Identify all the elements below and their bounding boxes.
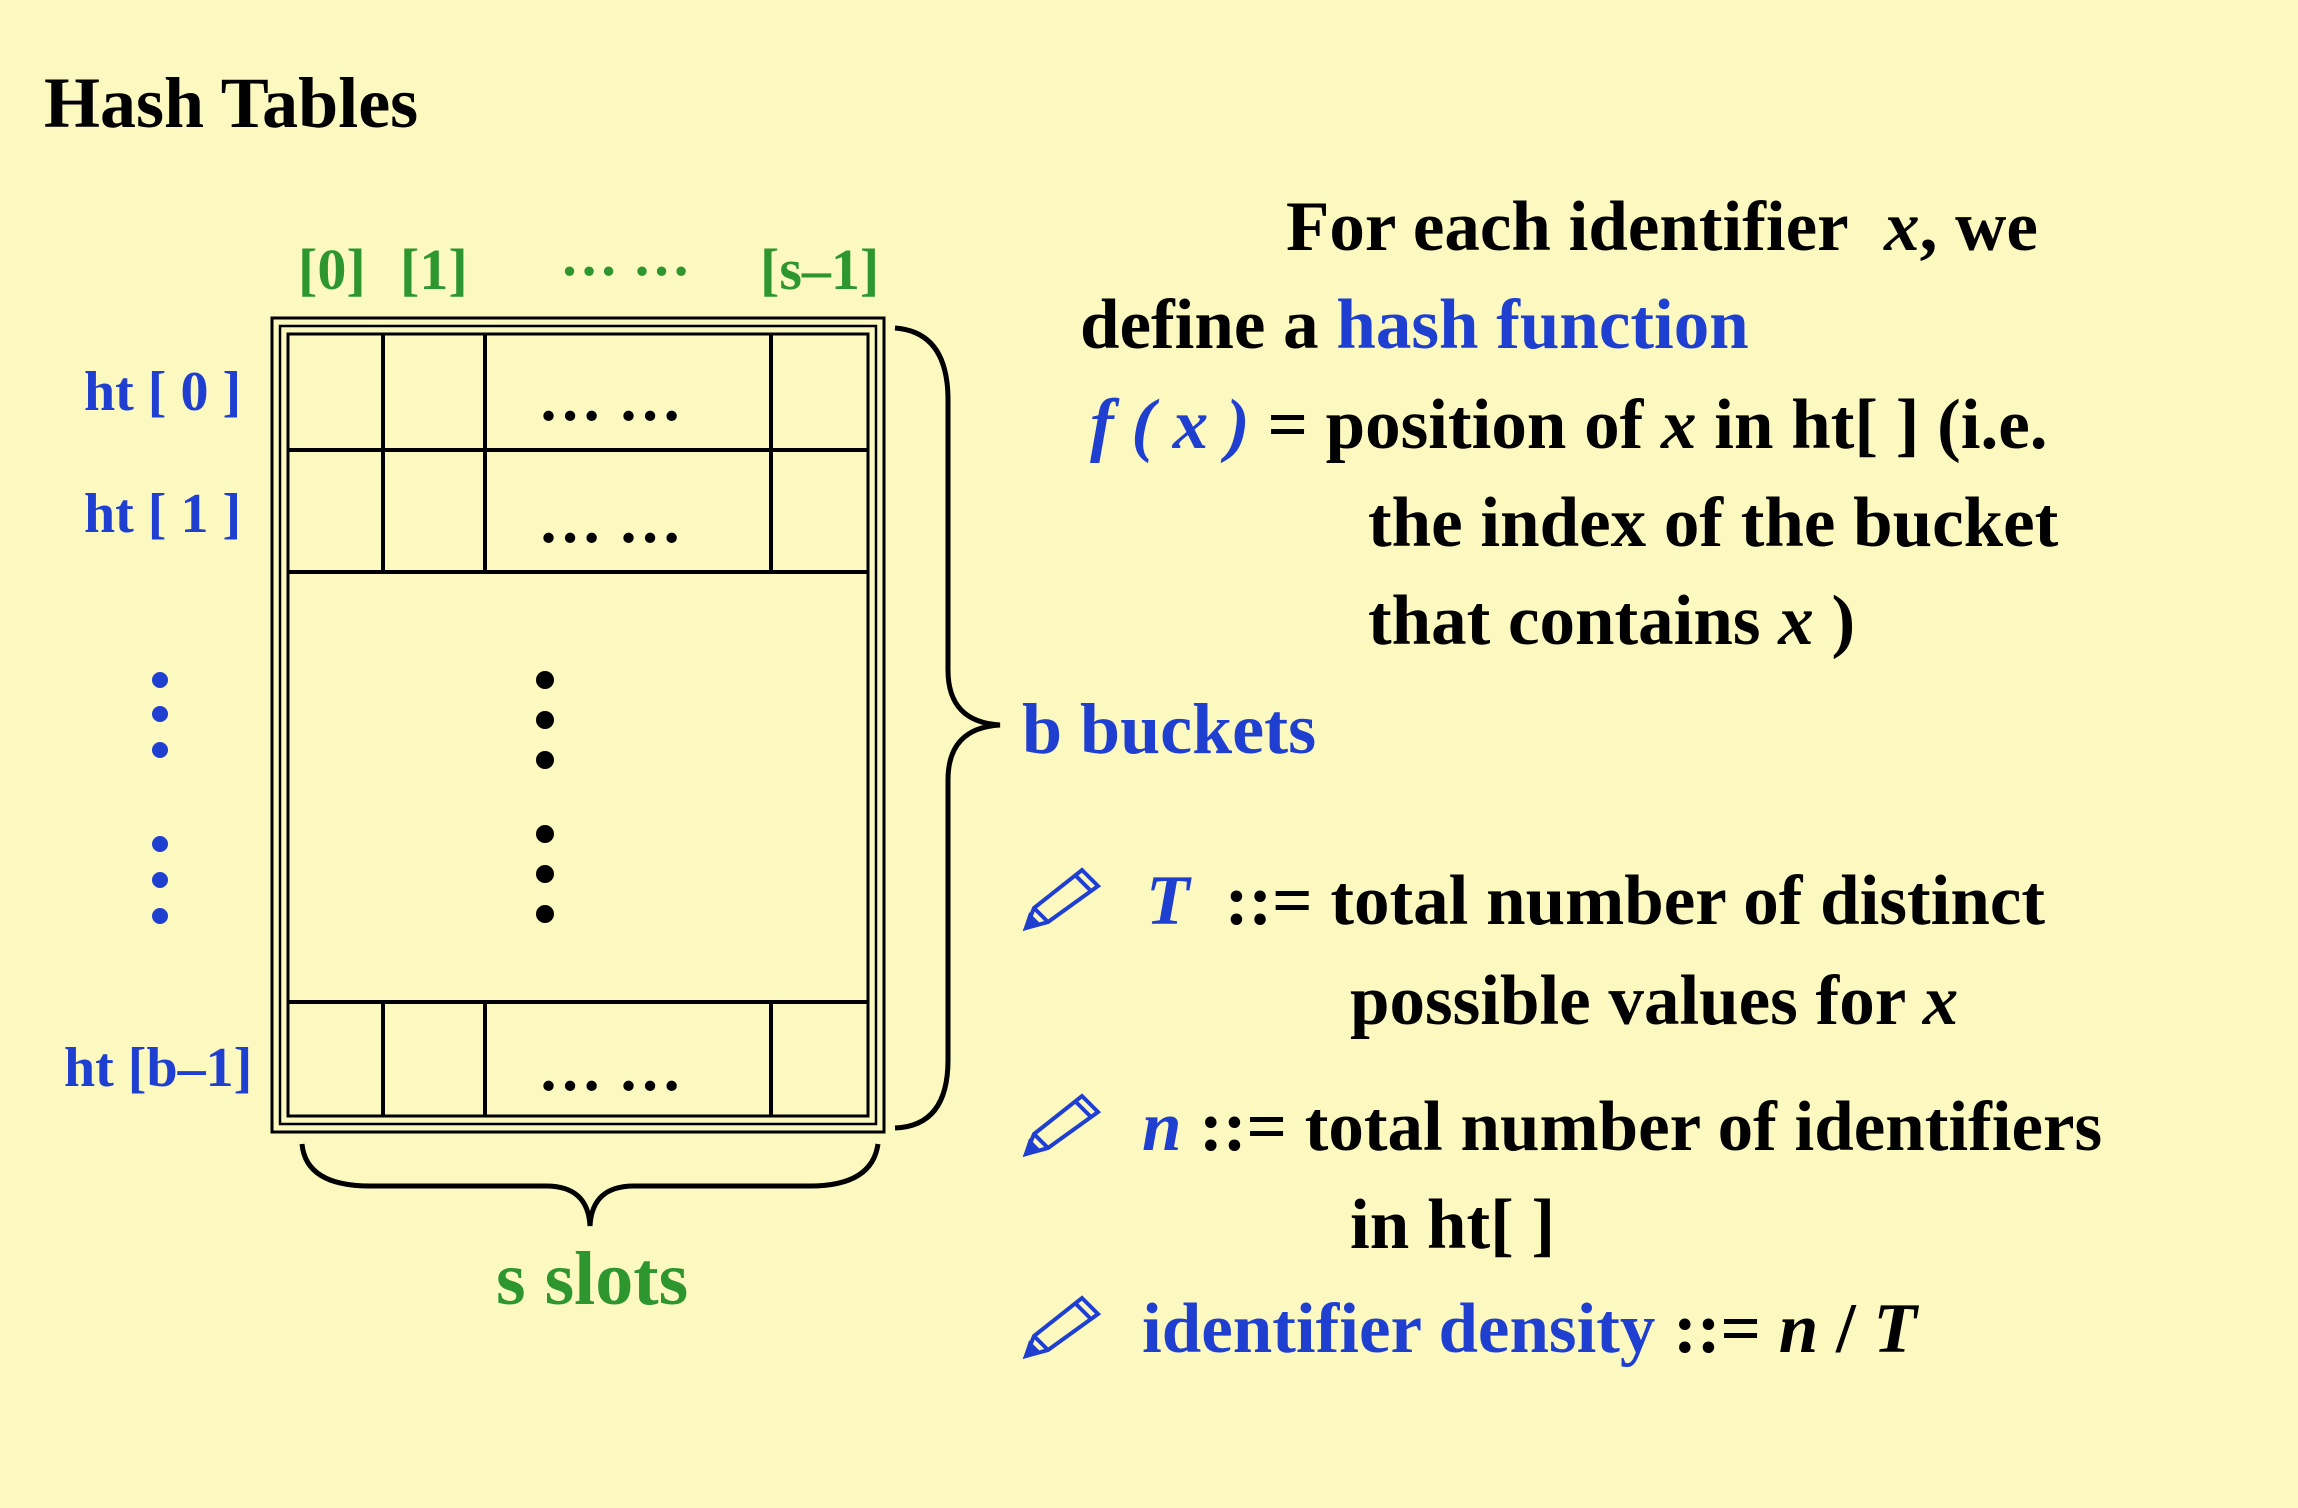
bullet-T-line1: T ::= total number of distinct xyxy=(1146,862,2045,940)
pencil-icon xyxy=(1020,1090,1102,1160)
row0-ellipsis: … … xyxy=(538,363,682,434)
row-label-last: ht [b–1] xyxy=(64,1037,253,1099)
column-header-last: [s–1] xyxy=(760,237,880,302)
hash-table-grid xyxy=(272,318,884,1132)
row1-ellipsis: … … xyxy=(538,485,682,556)
buckets-label: b buckets xyxy=(1022,689,1317,769)
bullet-n-line2: in ht[ ] xyxy=(1350,1186,1556,1264)
vertical-ellipsis-table xyxy=(536,671,554,923)
bullet-density: identifier density ::= n / T xyxy=(1142,1290,1917,1368)
pencil-icon xyxy=(1020,864,1102,934)
definition-line3: f ( x ) = position of x in ht[ ] (i.e. xyxy=(1090,386,2048,464)
bullet-n-line1: n ::= total number of identifiers xyxy=(1142,1088,2103,1166)
column-header-0: [0] xyxy=(298,237,366,302)
row-label-0: ht [ 0 ] xyxy=(84,361,242,423)
pencil-icon xyxy=(1020,1292,1102,1362)
definition-line5: that contains x ) xyxy=(1368,582,1856,660)
buckets-brace xyxy=(895,328,1000,1128)
vertical-ellipsis-labels xyxy=(152,672,168,924)
column-header-1: [1] xyxy=(400,237,468,302)
definition-line4: the index of the bucket xyxy=(1368,484,2059,562)
slots-brace xyxy=(302,1144,878,1226)
bullet-T-line2: possible values for x xyxy=(1350,962,1959,1040)
page-title: Hash Tables xyxy=(44,63,419,143)
hash-function-term: hash function xyxy=(1336,286,1749,364)
slots-label: s slots xyxy=(496,1237,689,1321)
definition-line2: define a hash function xyxy=(1080,286,1749,364)
column-header-ellipsis: … … xyxy=(560,223,691,288)
row-label-1: ht [ 1 ] xyxy=(84,483,242,545)
definition-line1: For each identifier x, we xyxy=(1286,188,2038,266)
row-last-ellipsis: … … xyxy=(538,1033,682,1104)
